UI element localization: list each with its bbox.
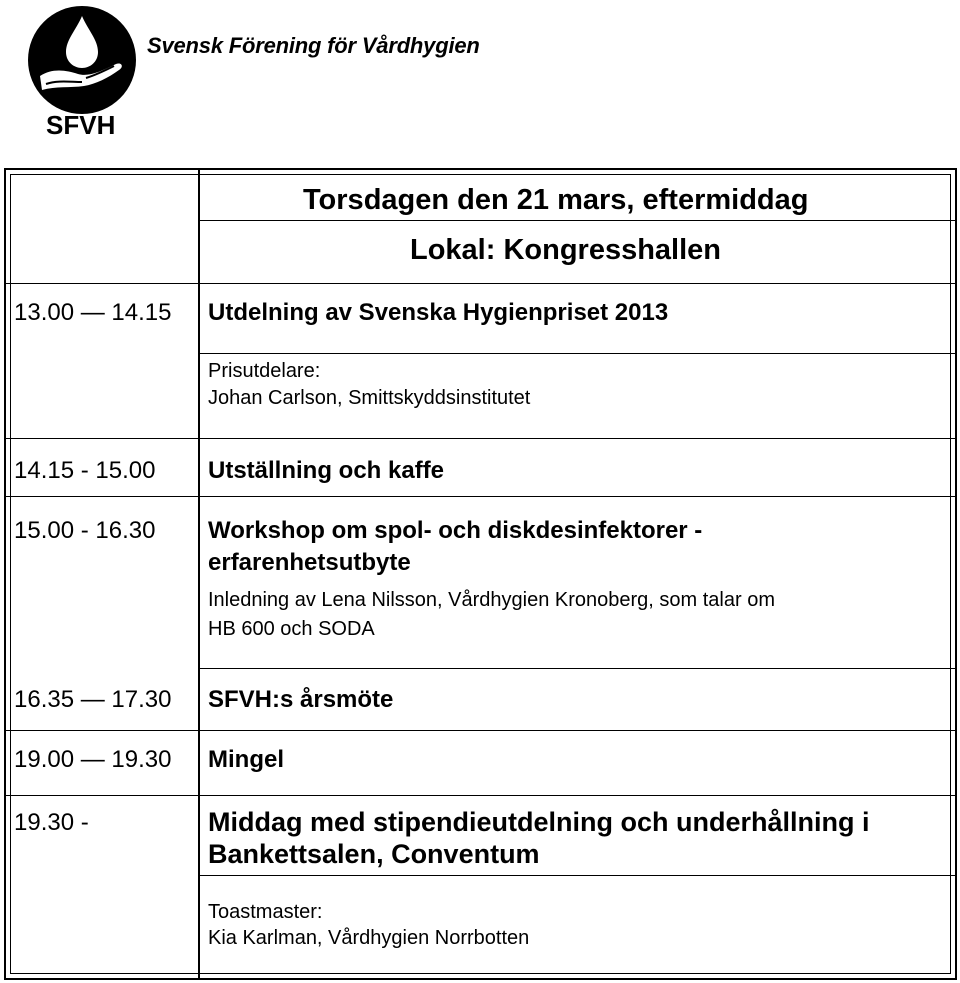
table-border-left: [4, 168, 6, 980]
table-inner-border-left: [10, 174, 11, 974]
event-title: Bankettsalen, Conventum: [208, 839, 540, 869]
table-border-right: [955, 168, 957, 980]
row-separator: [200, 875, 955, 876]
org-abbr: SFVH: [46, 110, 116, 140]
table-inner-border-right: [950, 174, 951, 974]
water-drop-hand-icon: [26, 4, 138, 116]
time-slot: 19.30 -: [14, 809, 89, 836]
row-separator: [4, 283, 957, 284]
time-slot: 15.00 - 16.30: [14, 517, 156, 544]
org-name: Svensk Förening för Vårdhygien: [147, 33, 480, 58]
time-slot: 19.00 — 19.30: [14, 746, 172, 773]
day-title: Torsdagen den 21 mars, eftermiddag: [303, 184, 809, 216]
time-slot: 13.00 — 14.15: [14, 299, 172, 326]
row-separator: [4, 438, 957, 439]
time-slot: 14.15 - 15.00: [14, 457, 156, 484]
event-note: HB 600 och SODA: [208, 618, 375, 640]
table-inner-border-top: [10, 174, 951, 175]
row-separator: [4, 730, 957, 731]
column-divider: [198, 168, 200, 980]
row-separator: [200, 220, 955, 221]
venue-title: Lokal: Kongresshallen: [410, 234, 722, 266]
event-note: Toastmaster:: [208, 901, 323, 923]
row-separator: [4, 496, 957, 497]
row-separator: [200, 353, 955, 354]
event-title: SFVH:s årsmöte: [208, 686, 394, 713]
event-note: Prisutdelare:: [208, 360, 321, 382]
event-title: Middag med stipendieutdelning och underhållning i: [208, 807, 870, 837]
event-note: Inledning av Lena Nilsson, Vårdhygien Kronoberg, som talar om: [208, 589, 775, 611]
table-border-bottom: [4, 978, 957, 980]
event-title: erfarenhetsutbyte: [208, 549, 411, 576]
event-title: Workshop om spol- och diskdesinfektorer -: [208, 517, 703, 544]
time-slot: 16.35 — 17.30: [14, 686, 172, 713]
event-title: Mingel: [208, 746, 284, 773]
row-separator: [4, 795, 957, 796]
event-title: Utställning och kaffe: [208, 457, 445, 484]
event-note: Kia Karlman, Vårdhygien Norrbotten: [208, 927, 530, 949]
row-separator: [200, 668, 955, 669]
table-inner-border-bottom: [10, 973, 951, 974]
table-border-top: [4, 168, 957, 170]
event-title: Utdelning av Svenska Hygienpriset 2013: [208, 299, 669, 326]
schedule-table: [4, 168, 957, 980]
event-note: Johan Carlson, Smittskyddsinstitutet: [208, 387, 531, 409]
header: [0, 0, 960, 150]
